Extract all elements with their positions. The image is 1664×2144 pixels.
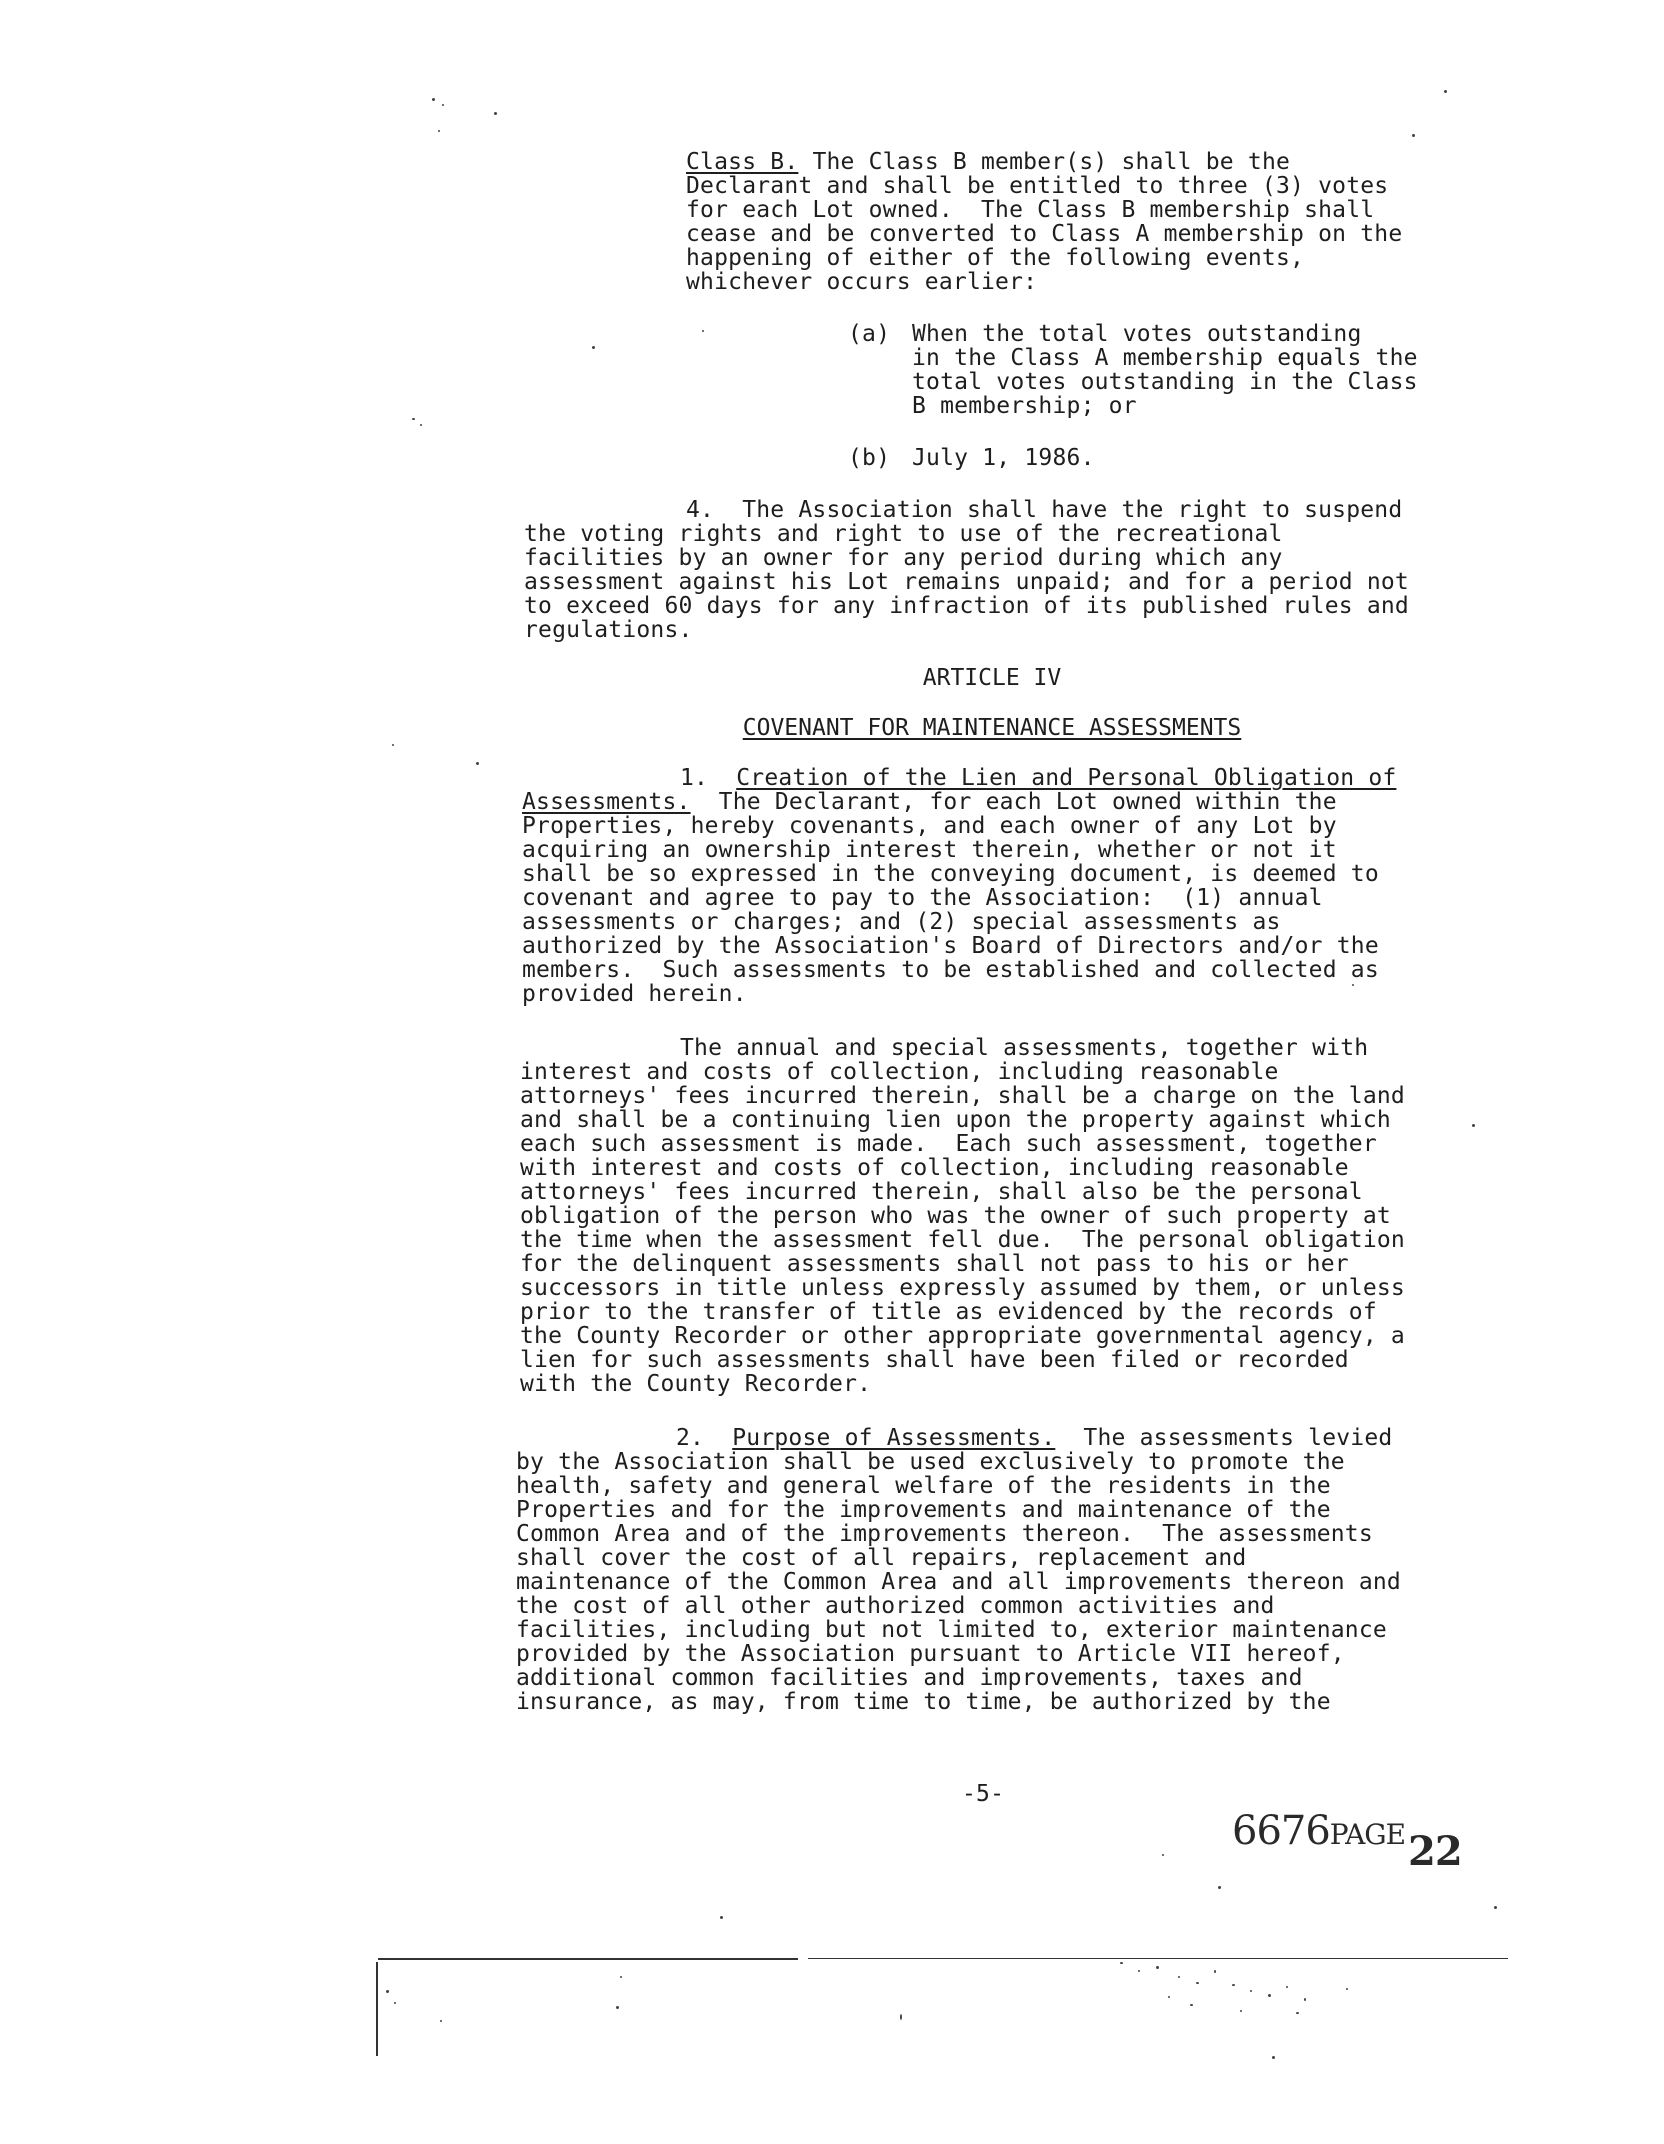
scan-speck	[1412, 134, 1415, 137]
scan-speck	[1352, 984, 1354, 986]
scan-speck	[1156, 1966, 1159, 1969]
scan-speck	[1296, 2012, 1299, 2014]
article-title-text: COVENANT FOR MAINTENANCE ASSESSMENTS	[742, 715, 1242, 741]
scan-speck	[1268, 1994, 1271, 1997]
annual-line: successors in title unless expressly assumed by them, or unless	[520, 1275, 1405, 1301]
annual-line: attorneys' fees incurred therein, shall be a charge on the land	[520, 1083, 1405, 1109]
annual-line: each such assessment is made. Each such assessment, together	[520, 1131, 1377, 1157]
annual-line: with interest and costs of collection, including reasonable	[520, 1155, 1349, 1181]
section1-number: 1.	[680, 765, 709, 791]
scan-edge-line	[378, 1958, 798, 1960]
class-b-first-line-rest: The Class B member(s) shall be the	[798, 149, 1291, 175]
para4-line: to exceed 60 days for any infraction of its published rules and	[524, 593, 1409, 619]
scan-speck	[394, 2002, 396, 2004]
section2-line: the cost of all other authorized common activities and	[516, 1593, 1275, 1619]
article-number: ARTICLE IV	[922, 665, 1062, 691]
section2-line: health, safety and general welfare of the residents in the	[516, 1473, 1331, 1499]
scan-speck	[720, 1916, 723, 1919]
book-stamp	[1232, 1808, 1405, 1854]
section2-line: facilities, including but not limited to, exterior maintenance	[516, 1617, 1387, 1643]
section1-line: authorized by the Association's Board of Directors and/or the	[522, 933, 1379, 959]
para4-line: regulations.	[524, 617, 693, 643]
scan-speck	[420, 424, 422, 426]
section1-line: provided herein.	[522, 981, 747, 1007]
annual-line: prior to the transfer of title as evidenced by the records of	[520, 1299, 1377, 1325]
scan-speck	[1494, 1906, 1497, 1909]
section2-line: Properties and for the improvements and maintenance of the	[516, 1497, 1331, 1523]
annual-line: for the delinquent assessments shall not pass to his or her	[520, 1251, 1349, 1277]
page-label: PAGE	[1329, 1818, 1406, 1851]
scan-speck	[1240, 2010, 1242, 2012]
section2-line: Common Area and of the improvements thereon. The assessments	[516, 1521, 1373, 1547]
para4-line: assessment against his Lot remains unpaid; and for a period not	[524, 569, 1409, 595]
section1-line-2	[522, 790, 1337, 815]
annual-line: attorneys' fees incurred therein, shall also be the personal	[520, 1179, 1363, 1205]
item-a-line: total votes outstanding in the Class	[912, 369, 1418, 395]
scan-speck	[386, 1990, 389, 1993]
section2-heading: Purpose of Assessments.	[732, 1425, 1056, 1451]
scan-speck	[1120, 1962, 1123, 1964]
section2-line: additional common facilities and improvements, taxes and	[516, 1665, 1303, 1691]
scan-speck	[1472, 1124, 1475, 1127]
section1-heading-part2: Assessments.	[522, 789, 691, 815]
section1-line: acquiring an ownership interest therein, whether or not it	[522, 837, 1337, 863]
scan-speck	[1286, 1986, 1288, 1988]
scan-speck	[616, 2006, 619, 2009]
annual-line: interest and costs of collection, including reasonable	[520, 1059, 1279, 1085]
scan-speck	[432, 98, 435, 101]
scan-speck	[412, 418, 415, 420]
scan-speck	[392, 744, 394, 746]
section2-number: 2.	[676, 1425, 705, 1451]
section1-line: assessments or charges; and (2) special assessments as	[522, 909, 1281, 935]
scan-speck	[494, 112, 497, 115]
item-b-text: July 1, 1986.	[912, 445, 1095, 471]
para4-line: 4. The Association shall have the right to suspend	[686, 497, 1403, 523]
scan-speck	[1138, 1970, 1140, 1972]
scan-speck	[900, 2014, 902, 2020]
scan-speck	[438, 130, 440, 132]
class-b-line: happening of either of the following events,	[686, 245, 1305, 271]
scan-speck	[1162, 1854, 1164, 1856]
scan-speck	[1168, 1996, 1170, 1998]
scan-speck	[702, 330, 704, 332]
class-b-line: Declarant and shall be entitled to three (3) votes	[686, 173, 1389, 199]
scan-speck	[1346, 1988, 1348, 1990]
annual-line: The annual and special assessments, together with	[680, 1035, 1369, 1061]
para4-line: the voting rights and right to use of the recreational	[524, 521, 1283, 547]
section2-line: insurance, as may, from time to time, be authorized by the	[516, 1689, 1331, 1715]
scan-speck	[620, 1976, 622, 1978]
section2-line: by the Association shall be used exclusively to promote the	[516, 1449, 1345, 1475]
section1-line-1	[680, 766, 1396, 791]
section1-heading-part1: Creation of the Lien and Personal Obligation of	[736, 765, 1397, 791]
section1-first-line-rest: The Declarant, for each Lot owned within the	[690, 789, 1337, 815]
item-a-line: in the Class A membership equals the	[912, 345, 1418, 371]
annual-line: the time when the assessment fell due. The personal obligation	[520, 1227, 1405, 1253]
scan-speck	[1304, 1998, 1306, 2001]
item-a-marker: (a)	[848, 321, 891, 347]
annual-line: with the County Recorder.	[520, 1371, 872, 1397]
scan-speck	[1232, 1984, 1235, 1986]
section2-line-1	[676, 1426, 1392, 1451]
item-a-line: When the total votes outstanding	[912, 321, 1362, 347]
class-b-line: cease and be converted to Class A membership on the	[686, 221, 1403, 247]
section2-line: maintenance of the Common Area and all improvements thereon and	[516, 1569, 1401, 1595]
page-number: -5-	[962, 1781, 1005, 1807]
item-a-line: B membership; or	[912, 393, 1137, 419]
section1-line: covenant and agree to pay to the Association: (1) annual	[522, 885, 1323, 911]
scan-speck	[1272, 2056, 1275, 2059]
scan-speck	[442, 104, 444, 106]
section1-line: shall be so expressed in the conveying document, is deemed to	[522, 861, 1379, 887]
scan-speck	[440, 2020, 442, 2022]
scan-speck	[476, 762, 479, 765]
class-b-line: for each Lot owned. The Class B membership shall	[686, 197, 1375, 223]
article-title	[692, 716, 1292, 741]
annual-line: the County Recorder or other appropriate governmental agency, a	[520, 1323, 1405, 1349]
section2-first-line-rest: The assessments levied	[1055, 1425, 1393, 1451]
section2-line: shall cover the cost of all repairs, replacement and	[516, 1545, 1247, 1571]
scan-speck	[1218, 1886, 1221, 1889]
para4-line: facilities by an owner for any period during which any	[524, 545, 1283, 571]
annual-line: and shall be a continuing lien upon the property against which	[520, 1107, 1391, 1133]
scan-speck	[1190, 2004, 1193, 2006]
scan-speck	[592, 346, 595, 349]
section1-line: Properties, hereby covenants, and each owner of any Lot by	[522, 813, 1337, 839]
scan-speck	[1178, 1976, 1180, 1978]
scan-speck	[1444, 90, 1447, 93]
class-b-label: Class B.	[686, 149, 799, 175]
annual-line: lien for such assessments shall have been filed or recorded	[520, 1347, 1349, 1373]
annual-line: obligation of the person who was the owner of such property at	[520, 1203, 1391, 1229]
section2-line: provided by the Association pursuant to Article VII hereof,	[516, 1641, 1345, 1667]
scan-edge-mark	[376, 1962, 378, 2056]
book-number: 6676	[1232, 1808, 1330, 1854]
scan-speck	[1196, 1982, 1199, 1984]
class-b-line-1	[686, 150, 1290, 175]
item-b-marker: (b)	[848, 445, 891, 471]
class-b-line: whichever occurs earlier:	[686, 269, 1038, 295]
section1-line: members. Such assessments to be established and collected as	[522, 957, 1379, 983]
page-value: 22	[1408, 1828, 1462, 1875]
scan-speck	[1214, 1970, 1216, 1973]
scan-edge-line	[808, 1958, 1508, 1959]
scan-speck	[1250, 1990, 1252, 1992]
